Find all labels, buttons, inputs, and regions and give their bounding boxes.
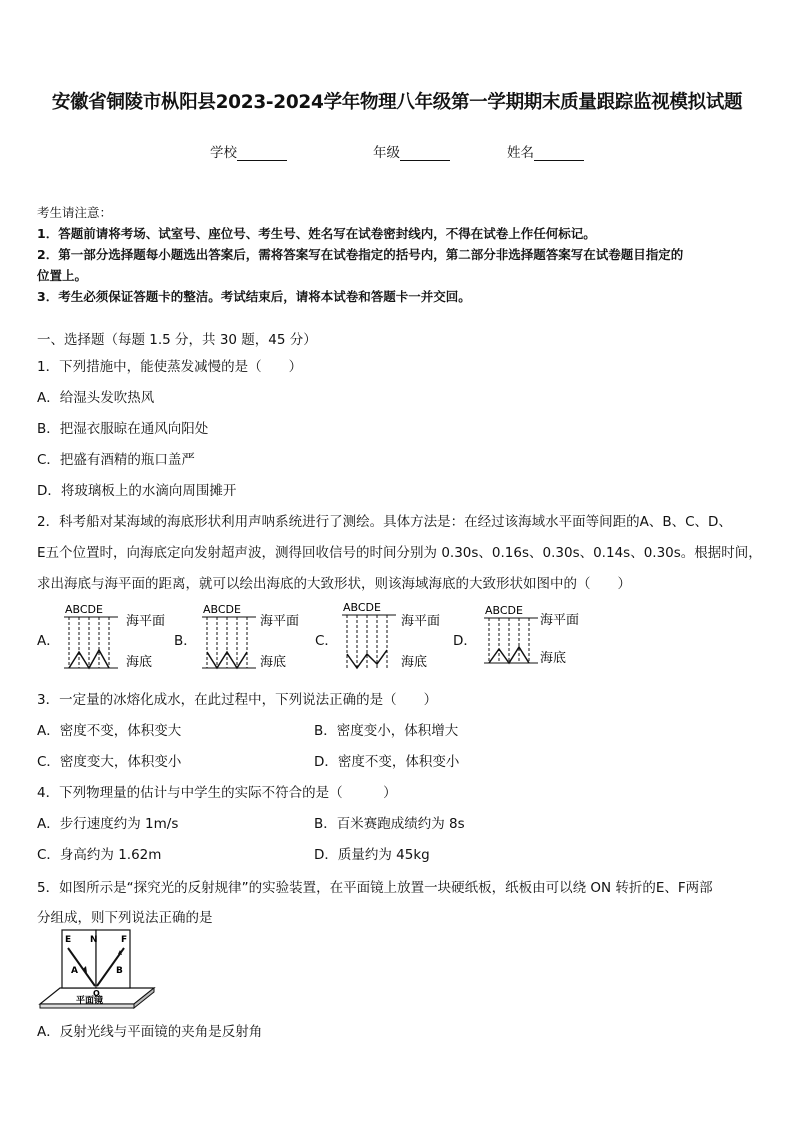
q2-line-2: E五个位置时，向海底定向发射超声波，测得回收信号的时间分别为 0.30s、0.16s、0.30s、0.14s、0.30s。根据时间， bbox=[37, 545, 762, 561]
q2-figure-letter-c: C． bbox=[315, 633, 338, 649]
q5-line-2: 分组成，则下列说法正确的是 bbox=[37, 910, 213, 926]
q2-figure-c-points: ABCDE bbox=[343, 601, 381, 614]
notice-item-2: 2．第一部分选择题每小题选出答案后，需将答案写在试卷指定的括号内，第二部分非选择题答案写在试卷题目指定的 bbox=[37, 247, 684, 262]
q3-option-d: D．密度不变，体积变小 bbox=[314, 754, 460, 770]
q5-line-1: 5．如图所示是“探究光的反射规律”的实验装置，在平面镜上放置一块硬纸板，纸板由可以绕 ON 转折的E、F两部 bbox=[37, 880, 713, 896]
q5-label-mirror: 平面镜 bbox=[76, 996, 104, 1006]
q3-option-b: B．密度变小，体积增大 bbox=[314, 723, 459, 739]
q2-figure-b bbox=[198, 600, 308, 672]
q5-reflection-figure bbox=[38, 928, 158, 1010]
q2-figure-d bbox=[480, 601, 590, 671]
q3-stem: 3．一定量的冰熔化成水，在此过程中，下列说法正确的是（ ） bbox=[37, 692, 438, 708]
q5-label-n: N bbox=[90, 935, 98, 945]
q2-figure-c-sea-level: 海平面 bbox=[401, 614, 441, 629]
grade-label: 年级 bbox=[373, 145, 400, 161]
q2-figure-a bbox=[60, 600, 170, 672]
q4-option-d: D．质量约为 45kg bbox=[314, 847, 430, 863]
q3-option-a: A．密度不变，体积变大 bbox=[37, 723, 182, 739]
q4-stem: 4．下列物理量的估计与中学生的实际不符合的是（ ） bbox=[37, 785, 397, 801]
grade-field bbox=[373, 141, 450, 161]
name-blank[interactable] bbox=[534, 146, 584, 161]
q2-figure-c-sea-floor: 海底 bbox=[401, 655, 428, 670]
q3-option-c: C．密度变大，体积变小 bbox=[37, 754, 182, 770]
q2-figure-b-sea-level: 海平面 bbox=[260, 614, 300, 629]
q5-label-o: O bbox=[93, 989, 100, 998]
q1-option-d: D．将玻璃板上的水滴向周围摊开 bbox=[37, 483, 237, 499]
q2-figure-a-sea-level: 海平面 bbox=[126, 614, 166, 629]
q4-option-c: C．身高约为 1.62m bbox=[37, 847, 162, 863]
q2-figure-a-sea-floor: 海底 bbox=[126, 655, 153, 670]
q5-label-a: A bbox=[71, 966, 78, 976]
q5-label-e: E bbox=[65, 935, 72, 945]
q4-option-a: A．步行速度约为 1m/s bbox=[37, 816, 179, 832]
q2-line-1: 2．科考船对某海域的海底形状利用声呐系统进行了测绘。具体方法是：在经过该海域水平面等间距的A、B、C、D、 bbox=[37, 514, 732, 530]
q1-option-a: A．给湿头发吹热风 bbox=[37, 390, 155, 406]
q2-figure-d-sea-floor: 海底 bbox=[540, 651, 567, 666]
q2-figure-c bbox=[338, 598, 448, 672]
q2-line-3: 求出海底与海平面的距离，就可以绘出海底的大致形状，则该海域海底的大致形状如图中的（ ） bbox=[37, 576, 631, 592]
notice-heading: 考生请注意： bbox=[37, 205, 113, 220]
q1-option-c: C．把盛有酒精的瓶口盖严 bbox=[37, 452, 195, 468]
q2-figure-b-points: ABCDE bbox=[203, 603, 241, 616]
q2-figure-letter-b: B． bbox=[174, 633, 197, 649]
name-field bbox=[507, 141, 584, 161]
q1-option-b: B．把湿衣服晾在通风向阳处 bbox=[37, 421, 209, 437]
q2-figure-letter-d: D． bbox=[453, 633, 477, 649]
notice-item-3: 3．考生必须保证答题卡的整洁。考试结束后，请将本试卷和答题卡一并交回。 bbox=[37, 289, 471, 304]
q1-stem: 1．下列措施中，能使蒸发减慢的是（ ） bbox=[37, 359, 303, 375]
notice-item-2-cont: 位置上。 bbox=[37, 268, 88, 283]
name-label: 姓名 bbox=[507, 145, 534, 161]
school-field bbox=[210, 141, 287, 161]
grade-blank[interactable] bbox=[400, 146, 450, 161]
q2-figure-d-points: ABCDE bbox=[485, 604, 523, 617]
q5-label-b: B bbox=[116, 966, 123, 976]
q2-figure-b-sea-floor: 海底 bbox=[260, 655, 287, 670]
q2-figure-d-sea-level: 海平面 bbox=[540, 613, 580, 628]
school-label: 学校 bbox=[210, 145, 237, 161]
notice-item-1: 1．答题前请将考场、试室号、座位号、考生号、姓名写在试卷密封线内，不得在试卷上作任何标记。 bbox=[37, 226, 596, 241]
q5-option-a: A．反射光线与平面镜的夹角是反射角 bbox=[37, 1024, 263, 1040]
q4-option-b: B．百米赛跑成绩约为 8s bbox=[314, 816, 465, 832]
school-blank[interactable] bbox=[237, 146, 287, 161]
q2-figure-letter-a: A． bbox=[37, 633, 60, 649]
section-heading: 一、选择题（每题 1.5 分，共 30 题，45 分） bbox=[37, 332, 317, 348]
q2-figure-a-points: ABCDE bbox=[65, 603, 103, 616]
page-title: 安徽省铜陵市枞阳县2023-2024学年物理八年级第一学期期末质量跟踪监视模拟试题 bbox=[51, 92, 743, 113]
q5-label-f: F bbox=[121, 935, 128, 945]
